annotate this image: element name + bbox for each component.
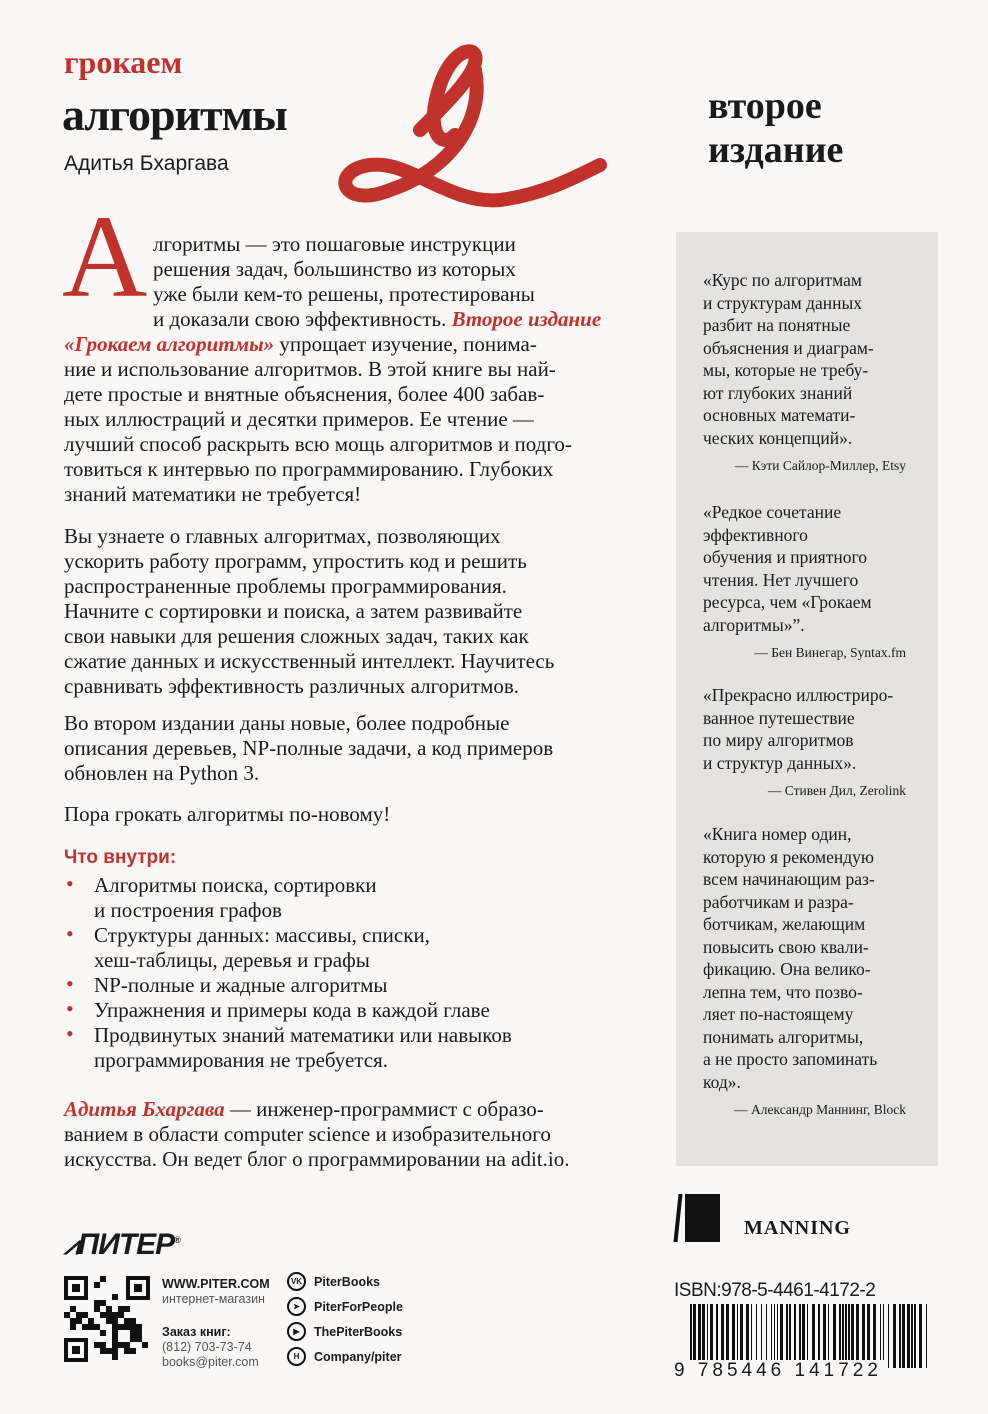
piter-logo-icon: ⩘ <box>64 1230 78 1260</box>
inside-item: NP-полные и жадные алгоритмы <box>94 973 388 997</box>
quote-line: обучения и приятного <box>703 547 867 567</box>
barcode-bar <box>867 1304 870 1368</box>
social-label: PiterForPeople <box>314 1299 403 1314</box>
barcode-digits: 9 785446 141722 <box>674 1360 882 1381</box>
para2-line: Начните с сортировки и поиска, а затем развивайте <box>64 599 523 623</box>
barcode-bar <box>893 1304 896 1368</box>
barcode-bar <box>761 1304 763 1368</box>
barcode-bar <box>873 1304 876 1368</box>
quote-line: эффективного <box>703 524 808 545</box>
intro-line: решения задач, большинство из которых <box>153 257 516 281</box>
reviews-sidebar <box>676 232 938 1166</box>
shop-label: интернет-магазин <box>162 1292 265 1306</box>
barcode-bar <box>839 1304 841 1368</box>
barcode <box>676 1304 938 1368</box>
quote-attribution: — Кэти Сайлор-Миллер, Etsy <box>734 458 906 473</box>
social-link[interactable] <box>287 1322 402 1341</box>
quote-line: лепна тем, что позво- <box>703 981 863 1002</box>
barcode-bar <box>698 1304 701 1368</box>
barcode-bar <box>911 1304 913 1368</box>
barcode-bar <box>862 1304 865 1368</box>
quote-line: ресурса, чем «Грокаем <box>703 592 872 612</box>
inside-item: Упражнения и примеры кода в каждой главе <box>94 998 490 1022</box>
social-link[interactable] <box>287 1297 403 1316</box>
barcode-bar <box>690 1304 692 1368</box>
telegram-icon: ➤ <box>287 1297 306 1316</box>
bullet-icon: • <box>66 996 74 1021</box>
barcode-bar <box>914 1304 916 1368</box>
quote-line: ческих концепций». <box>703 427 853 448</box>
inside-item: Продвинутых знаний математики или навыков <box>94 1023 512 1047</box>
barcode-bar <box>851 1304 854 1368</box>
para2-line: Вы узнаете о главных алгоритмах, позволяющих <box>64 524 501 548</box>
barcode-bar <box>883 1304 885 1368</box>
habr-icon: H <box>287 1347 306 1366</box>
quote-line: «Редкое сочетание <box>703 502 842 522</box>
quote-line: «Книга номер один, <box>703 824 852 844</box>
barcode-bar <box>907 1304 910 1368</box>
barcode-bar <box>802 1304 805 1368</box>
inside-item: и построения графов <box>94 898 282 922</box>
barcode-bar <box>842 1304 844 1368</box>
barcode-bar <box>818 1304 820 1368</box>
quote-line: ляет по-настоящему <box>703 1004 854 1024</box>
barcode-bar <box>899 1304 901 1368</box>
bullet-icon: • <box>66 1021 74 1046</box>
vk-icon: VK <box>287 1272 306 1291</box>
inside-item: Структуры данных: массивы, списки, <box>94 923 430 947</box>
barcode-bar <box>693 1304 696 1368</box>
quote-line: «Курс по алгоритмам <box>703 270 862 290</box>
barcode-bar <box>710 1304 713 1368</box>
barcode-bar <box>926 1304 928 1368</box>
intro-line: дете простые и внятные объяснения, более 400 забав- <box>64 382 545 406</box>
edition-line1: второе <box>708 85 822 127</box>
quote-line: понимать алгоритмы, <box>703 1026 864 1047</box>
barcode-bar <box>902 1304 905 1368</box>
para3-line: обновлен на Python 3. <box>64 761 260 785</box>
bullet-icon: • <box>66 871 74 896</box>
description-column <box>64 0 664 1200</box>
edition-label <box>708 84 843 172</box>
social-label: PiterBooks <box>314 1274 380 1289</box>
phone: (812) 703-73-74 <box>162 1340 252 1354</box>
piter-logo-text: ПИТЕР <box>77 1228 175 1261</box>
barcode-bar <box>880 1304 882 1368</box>
barcode-bar <box>740 1304 743 1368</box>
barcode-bar <box>702 1304 705 1368</box>
barcode-bar <box>737 1304 739 1368</box>
barcode-bar <box>777 1304 779 1368</box>
quote-line: код». <box>703 1071 741 1092</box>
quote-line: мы, которые не требу- <box>703 360 869 380</box>
series-title: грокаем <box>64 44 183 80</box>
youtube-icon: ▶ <box>287 1322 306 1341</box>
quote-line: основных математи- <box>703 405 856 425</box>
para2-line: ускорить работу программ, упростить код и решить <box>64 549 527 573</box>
bullet-icon: • <box>66 971 74 996</box>
quote-line: ботчикам, желающим <box>703 914 866 934</box>
quote-line: а не просто запоминать <box>703 1049 878 1069</box>
quote-line: повысить свою квали- <box>703 936 869 957</box>
inside-item: программирования не требуется. <box>94 1048 388 1072</box>
barcode-bar <box>919 1304 922 1368</box>
barcode-bar <box>771 1304 773 1368</box>
intro-line: лгоритмы — это пошаговые инструкции <box>153 232 516 256</box>
social-label: Company/piter <box>314 1349 402 1364</box>
about-author-name: Адитья Бхаргава <box>64 1097 225 1121</box>
barcode-bar <box>856 1304 859 1368</box>
quote-attribution: — Стивен Дил, Zerolink <box>767 783 906 798</box>
barcode-bar <box>807 1304 809 1368</box>
intro-line: и доказали свою эффективность. Второе издание <box>153 307 602 331</box>
para2-line: распространенные проблемы программирования. <box>64 574 507 598</box>
intro-line: «Грокаем алгоритмы» упрощает изучение, понима- <box>64 332 537 356</box>
barcode-bar <box>716 1304 718 1368</box>
piter-logo: ⩘ПИТЕР® <box>64 1228 180 1261</box>
author-name: Адитья Бхаргава <box>64 152 229 175</box>
quote-line: «Прекрасно иллюстриро- <box>703 685 894 705</box>
manning-logo-icon <box>676 1194 720 1242</box>
quote-line: которую я рекомендую <box>703 846 874 867</box>
quote-line: ванное путешествие <box>703 707 855 728</box>
social-link[interactable] <box>287 1347 402 1366</box>
intro-line: ных иллюстраций и десятки примеров. Ее чтение — <box>64 407 534 431</box>
inside-heading: Что внутри: <box>64 847 177 868</box>
para2-line: сравнивать эффективность различных алгоритмов. <box>64 674 520 698</box>
para2-line: свои навыки для решения сложных задач, таких как <box>64 624 529 648</box>
barcode-bar <box>766 1304 768 1368</box>
barcode-bar <box>774 1304 776 1368</box>
quote-line: всем начинающим раз- <box>703 869 875 889</box>
order-label: Заказ книг: <box>162 1325 231 1339</box>
intro-line: лучший способ раскрыть всю мощь алгоритмов и подго- <box>64 432 572 456</box>
social-link[interactable] <box>287 1272 380 1291</box>
barcode-bar <box>823 1304 826 1368</box>
barcode-bar <box>756 1304 758 1368</box>
barcode-bar <box>789 1304 791 1368</box>
barcode-bar <box>732 1304 735 1368</box>
about-author-line: искусства. Он ведет блог о программировании на adit.io. <box>64 1147 570 1171</box>
barcode-bar <box>780 1304 783 1368</box>
about-author-line: Адитья Бхаргава — инженер-программист с образо- <box>64 1097 544 1121</box>
barcode-bar <box>721 1304 724 1368</box>
para2-line: сжатие данных и искусственный интеллект. Научитесь <box>64 649 555 673</box>
quote-line: фикацию. Она велико- <box>703 959 871 979</box>
edition-line2: издание <box>708 129 844 171</box>
book-title: алгоритмы <box>62 89 287 140</box>
barcode-bar <box>726 1304 729 1368</box>
para3-line: описания деревьев, NP-полные задачи, а код примеров <box>64 736 554 760</box>
quote-line: чтения. Нет лучшего <box>703 569 859 590</box>
quote-attribution: — Александр Маннинг, Block <box>734 1102 906 1117</box>
barcode-bar <box>786 1304 788 1368</box>
quote-line: и структур данных». <box>703 752 857 773</box>
emphasis-book-title: «Грокаем алгоритмы» <box>64 332 280 356</box>
barcode-bar <box>833 1304 836 1368</box>
para3-line: Во втором издании даны новые, более подробные <box>64 711 510 735</box>
barcode-bar <box>828 1304 830 1368</box>
barcode-bar <box>848 1304 850 1368</box>
quote-line: ют глубоких знаний <box>703 382 853 403</box>
para4-line: Пора грокать алгоритмы по-новому! <box>64 802 391 826</box>
intro-line: товиться к интервью по программированию. Глубоких <box>64 457 554 481</box>
barcode-bar <box>707 1304 709 1368</box>
manning-logo-text: MANNING <box>744 1217 851 1239</box>
email-link[interactable]: books@piter.com <box>162 1355 259 1369</box>
quote-line: разбит на понятные <box>703 315 851 335</box>
bullet-icon: • <box>66 921 74 946</box>
inside-item: Алгоритмы поиска, сортировки <box>94 873 377 897</box>
isbn-label: ISBN:978-5-4461-4172-2 <box>674 1280 876 1301</box>
intro-line: уже были кем-то решены, протестированы <box>153 282 535 306</box>
barcode-bar <box>794 1304 796 1368</box>
inside-item: хеш-таблицы, деревья и графы <box>94 948 370 972</box>
barcode-bar <box>888 1304 890 1368</box>
drop-cap: А <box>62 191 148 322</box>
barcode-bar <box>751 1304 753 1368</box>
barcode-bar <box>799 1304 801 1368</box>
social-label: ThePiterBooks <box>314 1324 403 1339</box>
intro-line: знаний математики не требуется! <box>64 482 362 506</box>
barcode-bar <box>845 1304 847 1368</box>
quote-line: объяснения и диаграм- <box>703 337 874 358</box>
publisher-site-link[interactable]: WWW.PITER.COM <box>162 1277 270 1291</box>
quote-line: по миру алгоритмов <box>703 730 854 750</box>
publisher-contacts <box>162 1277 270 1370</box>
quote-line: работчикам и разра- <box>703 891 854 912</box>
emphasis-second-edition: Второе издание <box>451 307 602 331</box>
barcode-bar <box>746 1304 749 1368</box>
qr-code-icon <box>64 1276 150 1362</box>
about-author-line: ванием в области computer science и изобразительного <box>64 1122 551 1146</box>
intro-line: ние и использование алгоритмов. В этой книге вы най- <box>64 357 556 381</box>
quote-line: алгоритмы»”. <box>703 614 805 635</box>
quote-attribution: — Бен Винегар, Syntax.fm <box>754 645 906 660</box>
barcode-bar <box>812 1304 815 1368</box>
quote-line: и структурам данных <box>703 292 862 313</box>
